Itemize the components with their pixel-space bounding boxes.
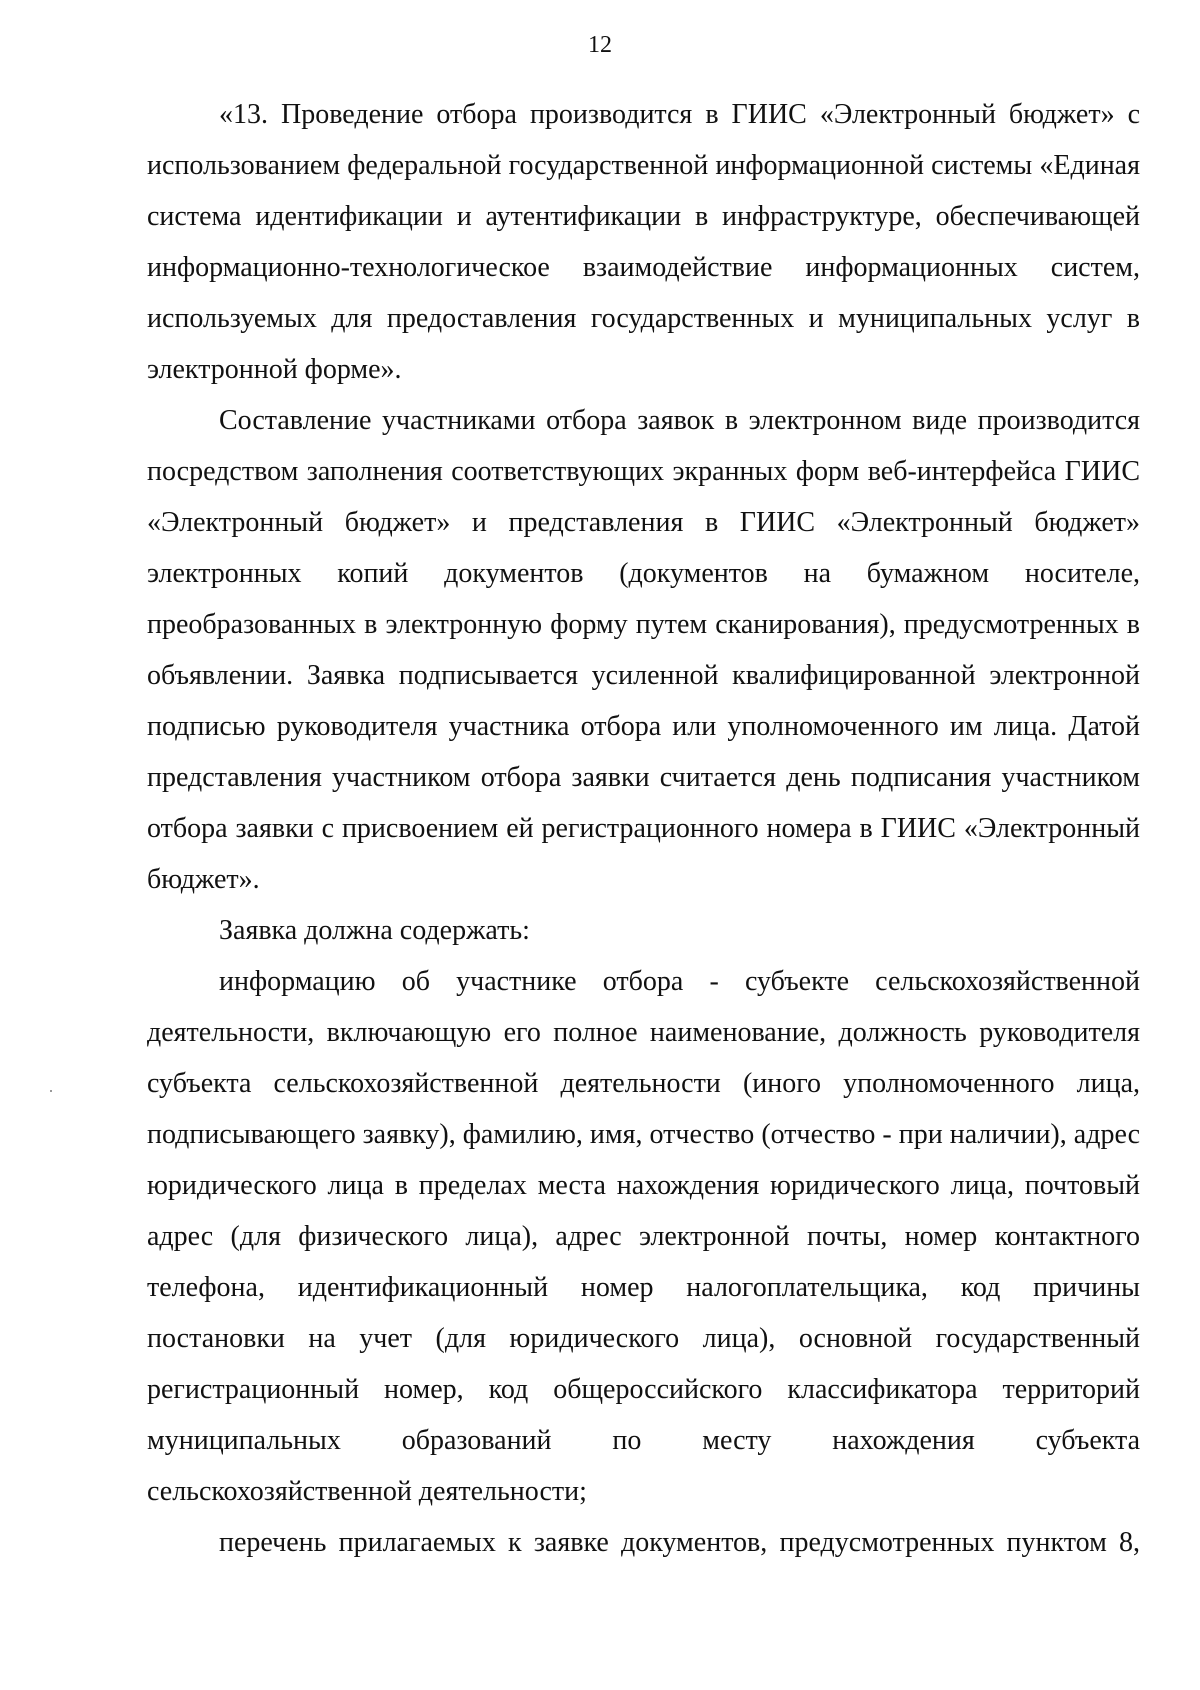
paragraph-participant-information: информацию об участнике отбора - субъекте сельскохозяйственной деятельности, включающую его полное наименование, должность руководителя субъекта сельскохозяйственной деятельности (иного уполномоченного лица, подписывающего заявку), фамилию, имя, отчество (отчество - при наличии), адрес юридического лица в пределах места нахождения юридического лица, почтовый адрес (для физического лица), адрес электронной почты, номер контактного телефона, идентификационный номер налогоплательщика, код причины постановки на учет (для юридического лица), основной государственный регистрационный номер, код общероссийского классификатора территорий муниципальных образований по месту нахождения субъекта сельскохозяйственной деятельности; xyxy=(147,966,1140,1507)
paragraph-application-contents-intro: Заявка должна содержать: xyxy=(219,915,530,946)
scan-artifact xyxy=(50,1090,52,1092)
paragraph-application-submission: Составление участниками отбора заявок в электронном виде производится посредством заполнения соответствующих экранных форм веб-интерфейса ГИИС «Электронный бюджет» и представления в ГИИС «Электронный бюджет» электронных копий документов (документов на бумажном носителе, преобразованных в электронную форму путем сканирования), предусмотренных в объявлении. Заявка подписывается усиленной квалифицированной электронной подписью руководителя участника отбора или уполномоченного им лица. Датой представления участником отбора заявки считается день подписания участником отбора заявки с присвоением ей регистрационного номера в ГИИС «Электронный бюджет». xyxy=(147,405,1140,895)
paragraph-attached-documents-list: перечень прилагаемых к заявке документов, предусмотренных пунктом 8, xyxy=(219,1527,1140,1558)
document-body xyxy=(147,89,1140,1568)
paragraph-item-13: «13. Проведение отбора производится в ГИИС «Электронный бюджет» с использованием федеральной государственной информационной системы «Единая система идентификации и аутентификации в инфраструктуре, обеспечивающей информационно-технологическое взаимодействие информационных систем, используемых для предоставления государственных и муниципальных услуг в электронной форме». xyxy=(147,99,1140,385)
page-number: 12 xyxy=(588,32,612,58)
